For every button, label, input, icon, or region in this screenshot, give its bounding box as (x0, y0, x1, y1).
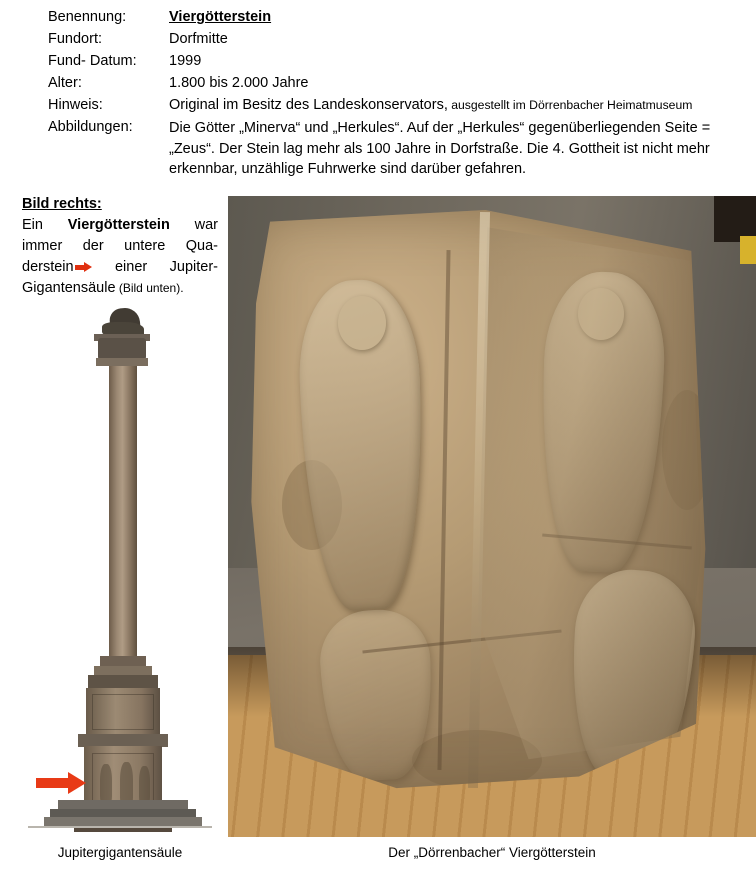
left-note-block (22, 196, 218, 299)
metadata-value-benennung: Viergötterstein (169, 9, 272, 25)
metadata-label-fundort: Fundort: (48, 31, 102, 47)
relief-figure (139, 766, 150, 804)
column-abacus (96, 358, 148, 366)
metadata-row-benennung (48, 8, 748, 27)
left-note-keyword: Viergötterstein (67, 217, 170, 233)
metadata-label-alter: Alter: (48, 75, 82, 91)
stone-crack (437, 250, 450, 770)
viergoetterstein-photo (228, 196, 756, 837)
left-note-body (22, 215, 218, 299)
metadata-value-alter: 1.800 bis 2.000 Jahre (169, 75, 309, 91)
left-note-text-4: derstein (22, 259, 74, 275)
column-capital (98, 338, 146, 360)
metadata-label-benennung: Benennung: (48, 9, 127, 25)
metadata-value-abbildungen: Die Götter „Minerva“ und „Herkules“. Auf der „Herkules“ gegenüberliegenden Seite = „Zeus“. Der Stein lag mehr als 100 Jahre in Dorfstraße. Die 4. Gottheit ist nicht mehr erkennbar, unzählige Fuhrwerke sind darüber gefahren. (169, 120, 711, 177)
metadata-row-hinweis (48, 96, 748, 115)
column-plinth (88, 675, 158, 689)
metadata-value-fundort: Dorfmitte (169, 31, 228, 47)
column-relief-block (86, 688, 160, 736)
left-note-text-3: immer der untere Qua- (22, 238, 218, 254)
column-shaft (109, 366, 137, 658)
right-arrow-icon (75, 262, 92, 272)
metadata-table (48, 8, 748, 183)
column-ground-line (28, 826, 212, 828)
left-note-text-2: war (169, 217, 218, 233)
metadata-value-hinweis-note: ausgestellt im Dörrenbacher Heimatmuseum (447, 98, 693, 112)
stone-right-face (478, 216, 708, 776)
caption-viergoetterstein: Der „Dörrenbacher“ Viergötterstein (388, 845, 596, 860)
metadata-value-fund-datum: 1999 (169, 53, 202, 69)
metadata-label-hinweis: Hinweis: (48, 97, 103, 113)
left-note-text-1: Ein (22, 217, 68, 233)
left-note-title: Bild rechts: (22, 196, 102, 212)
left-note-text-6: Gigantensäule (22, 280, 116, 296)
metadata-row-alter (48, 74, 748, 93)
metadata-label-fund-datum: Fund- Datum: (48, 53, 137, 69)
metadata-value-hinweis-main: Original im Besitz des Landeskonservators, (169, 97, 448, 113)
metadata-label-abbildungen: Abbildungen: (48, 119, 133, 135)
left-note-text-5: einer Jupiter- (92, 259, 218, 275)
metadata-value-hinweis (169, 96, 692, 115)
left-note-text-7: (Bild unten). (115, 281, 184, 295)
caption-jupitergigantensaeule: Jupitergigantensäule (57, 845, 183, 860)
metadata-row-abbildungen (48, 118, 748, 180)
relief-figure (100, 764, 112, 804)
right-arrow-icon (36, 772, 88, 794)
relief-head (338, 296, 386, 350)
jupiter-column-image (14, 300, 226, 828)
photo-yellow-highlight (740, 236, 756, 264)
metadata-row-fundort (48, 30, 748, 49)
metadata-row-fund-datum (48, 52, 748, 71)
